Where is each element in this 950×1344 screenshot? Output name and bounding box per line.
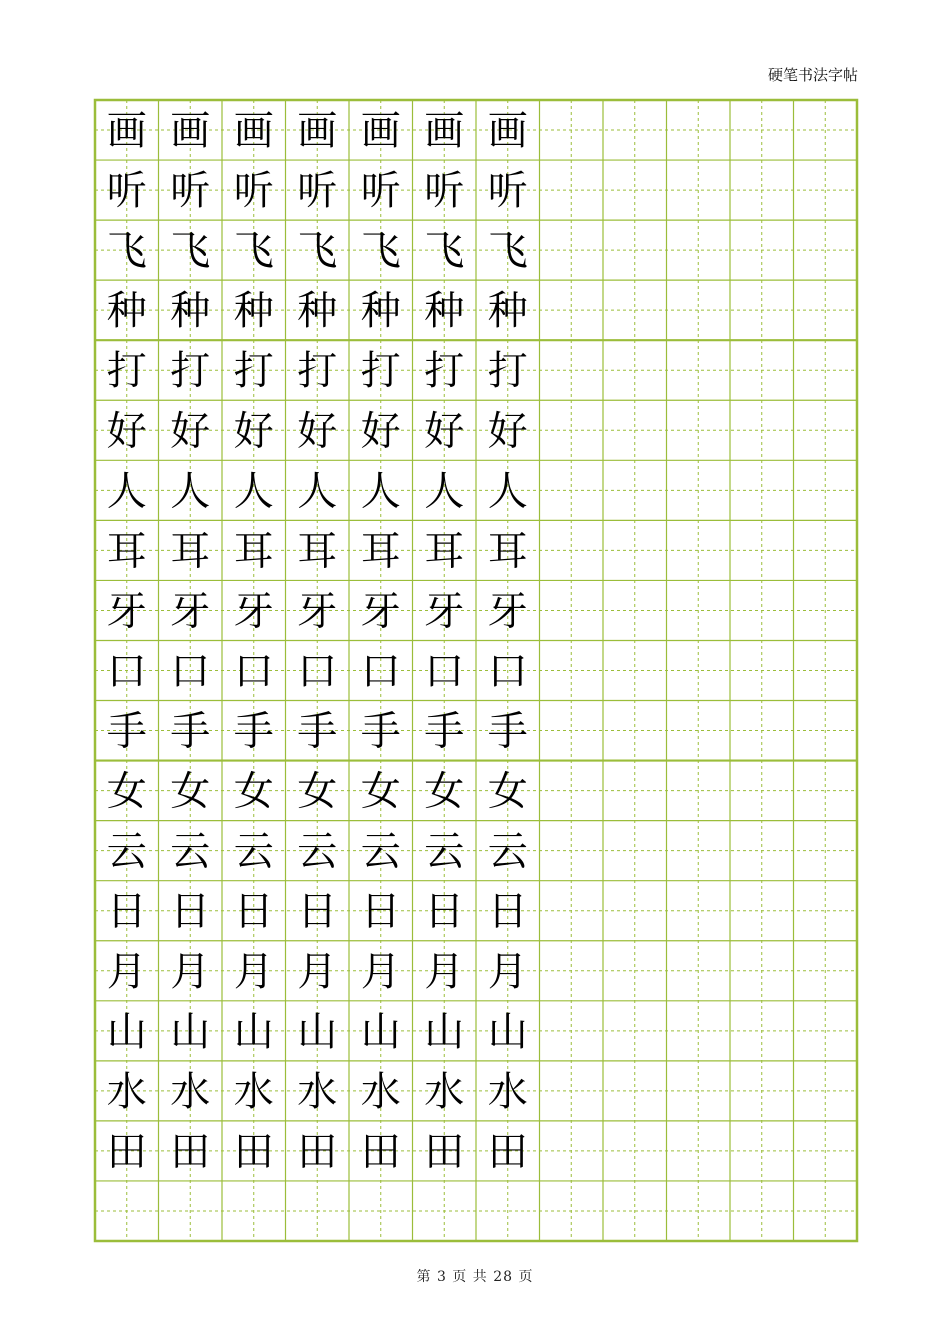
practice-character: 手 xyxy=(106,708,147,755)
practice-character: 听 xyxy=(233,168,274,215)
practice-character: 日 xyxy=(424,888,465,935)
practice-character: 女 xyxy=(424,768,465,815)
practice-character: 耳 xyxy=(487,528,528,575)
page-footer: 第 3 页 共 28 页 xyxy=(416,1269,534,1285)
practice-character: 好 xyxy=(360,408,401,455)
practice-character: 人 xyxy=(487,468,528,515)
practice-character: 日 xyxy=(487,888,528,935)
practice-character: 飞 xyxy=(487,228,528,275)
practice-character: 手 xyxy=(170,708,211,755)
practice-character: 画 xyxy=(106,108,147,155)
practice-character: 月 xyxy=(170,948,211,995)
practice-character: 种 xyxy=(487,288,528,335)
practice-character: 飞 xyxy=(424,228,465,275)
practice-character: 牙 xyxy=(106,588,147,635)
practice-character: 山 xyxy=(360,1008,401,1055)
practice-character: 飞 xyxy=(170,228,211,275)
practice-character: 口 xyxy=(487,648,528,695)
practice-character: 好 xyxy=(106,408,147,455)
practice-character: 月 xyxy=(233,948,274,995)
practice-character: 飞 xyxy=(297,228,338,275)
practice-character: 女 xyxy=(233,768,274,815)
practice-character: 水 xyxy=(233,1068,274,1115)
practice-character: 手 xyxy=(487,708,528,755)
practice-character: 牙 xyxy=(297,588,338,635)
practice-character: 田 xyxy=(487,1128,528,1175)
practice-character: 听 xyxy=(106,168,147,215)
practice-character: 人 xyxy=(233,468,274,515)
practice-character: 手 xyxy=(233,708,274,755)
practice-character: 日 xyxy=(170,888,211,935)
practice-character: 听 xyxy=(170,168,211,215)
practice-character: 女 xyxy=(170,768,211,815)
practice-character: 月 xyxy=(487,948,528,995)
practice-character: 水 xyxy=(360,1068,401,1115)
practice-character: 好 xyxy=(233,408,274,455)
practice-character: 画 xyxy=(170,108,211,155)
practice-character: 田 xyxy=(360,1128,401,1175)
practice-character: 好 xyxy=(297,408,338,455)
practice-character: 画 xyxy=(487,108,528,155)
practice-character: 牙 xyxy=(233,588,274,635)
practice-character: 田 xyxy=(297,1128,338,1175)
practice-character: 手 xyxy=(297,708,338,755)
practice-character: 口 xyxy=(297,648,338,695)
practice-character: 耳 xyxy=(106,528,147,575)
practice-character: 耳 xyxy=(424,528,465,575)
practice-character: 听 xyxy=(297,168,338,215)
practice-character: 种 xyxy=(297,288,338,335)
practice-character: 口 xyxy=(170,648,211,695)
practice-character: 牙 xyxy=(360,588,401,635)
practice-character: 水 xyxy=(170,1068,211,1115)
practice-character: 好 xyxy=(487,408,528,455)
practice-character: 云 xyxy=(297,828,338,875)
practice-character: 山 xyxy=(106,1008,147,1055)
practice-character: 田 xyxy=(424,1128,465,1175)
page-header-title: 硬笔书法字帖 xyxy=(767,66,858,84)
practice-character: 日 xyxy=(297,888,338,935)
practice-character: 山 xyxy=(424,1008,465,1055)
practice-character: 云 xyxy=(424,828,465,875)
practice-character: 月 xyxy=(106,948,147,995)
practice-character: 画 xyxy=(297,108,338,155)
practice-character: 山 xyxy=(233,1008,274,1055)
practice-character: 山 xyxy=(487,1008,528,1055)
practice-character: 打 xyxy=(233,348,274,395)
practice-character: 人 xyxy=(297,468,338,515)
practice-character: 人 xyxy=(106,468,147,515)
practice-character: 月 xyxy=(424,948,465,995)
practice-character: 飞 xyxy=(106,228,147,275)
practice-character: 种 xyxy=(170,288,211,335)
practice-character: 日 xyxy=(233,888,274,935)
practice-character: 耳 xyxy=(170,528,211,575)
practice-character: 飞 xyxy=(360,228,401,275)
practice-character: 手 xyxy=(424,708,465,755)
practice-character: 云 xyxy=(233,828,274,875)
practice-character: 水 xyxy=(297,1068,338,1115)
practice-character: 月 xyxy=(297,948,338,995)
practice-character: 云 xyxy=(106,828,147,875)
practice-character: 口 xyxy=(106,648,147,695)
practice-character: 女 xyxy=(487,768,528,815)
practice-character: 月 xyxy=(360,948,401,995)
practice-character: 耳 xyxy=(297,528,338,575)
practice-character: 画 xyxy=(424,108,465,155)
practice-character: 好 xyxy=(424,408,465,455)
practice-character: 田 xyxy=(106,1128,147,1175)
practice-character: 口 xyxy=(424,648,465,695)
practice-character: 田 xyxy=(170,1128,211,1175)
practice-character: 画 xyxy=(360,108,401,155)
practice-character: 耳 xyxy=(360,528,401,575)
practice-character: 云 xyxy=(170,828,211,875)
practice-character: 牙 xyxy=(424,588,465,635)
practice-character: 口 xyxy=(360,648,401,695)
practice-character: 种 xyxy=(106,288,147,335)
practice-character: 水 xyxy=(106,1068,147,1115)
practice-character: 水 xyxy=(487,1068,528,1115)
practice-character: 听 xyxy=(360,168,401,215)
practice-character: 人 xyxy=(424,468,465,515)
practice-character: 打 xyxy=(106,348,147,395)
practice-character: 日 xyxy=(360,888,401,935)
practice-character: 日 xyxy=(106,888,147,935)
practice-character: 人 xyxy=(360,468,401,515)
practice-character: 山 xyxy=(170,1008,211,1055)
practice-character: 打 xyxy=(487,348,528,395)
practice-character: 飞 xyxy=(233,228,274,275)
practice-character: 打 xyxy=(360,348,401,395)
practice-character: 种 xyxy=(360,288,401,335)
practice-character: 女 xyxy=(360,768,401,815)
practice-character: 山 xyxy=(297,1008,338,1055)
practice-character: 打 xyxy=(424,348,465,395)
practice-character: 云 xyxy=(487,828,528,875)
practice-character: 听 xyxy=(424,168,465,215)
practice-character: 口 xyxy=(233,648,274,695)
practice-character: 牙 xyxy=(170,588,211,635)
practice-character: 手 xyxy=(360,708,401,755)
practice-character: 人 xyxy=(170,468,211,515)
practice-character: 打 xyxy=(297,348,338,395)
practice-character: 种 xyxy=(424,288,465,335)
practice-character: 好 xyxy=(170,408,211,455)
practice-character: 田 xyxy=(233,1128,274,1175)
practice-character: 牙 xyxy=(487,588,528,635)
practice-character: 打 xyxy=(170,348,211,395)
practice-character: 种 xyxy=(233,288,274,335)
practice-character: 女 xyxy=(297,768,338,815)
practice-character: 听 xyxy=(487,168,528,215)
practice-character: 画 xyxy=(233,108,274,155)
practice-character: 云 xyxy=(360,828,401,875)
practice-character: 耳 xyxy=(233,528,274,575)
practice-character: 水 xyxy=(424,1068,465,1115)
practice-character: 女 xyxy=(106,768,147,815)
